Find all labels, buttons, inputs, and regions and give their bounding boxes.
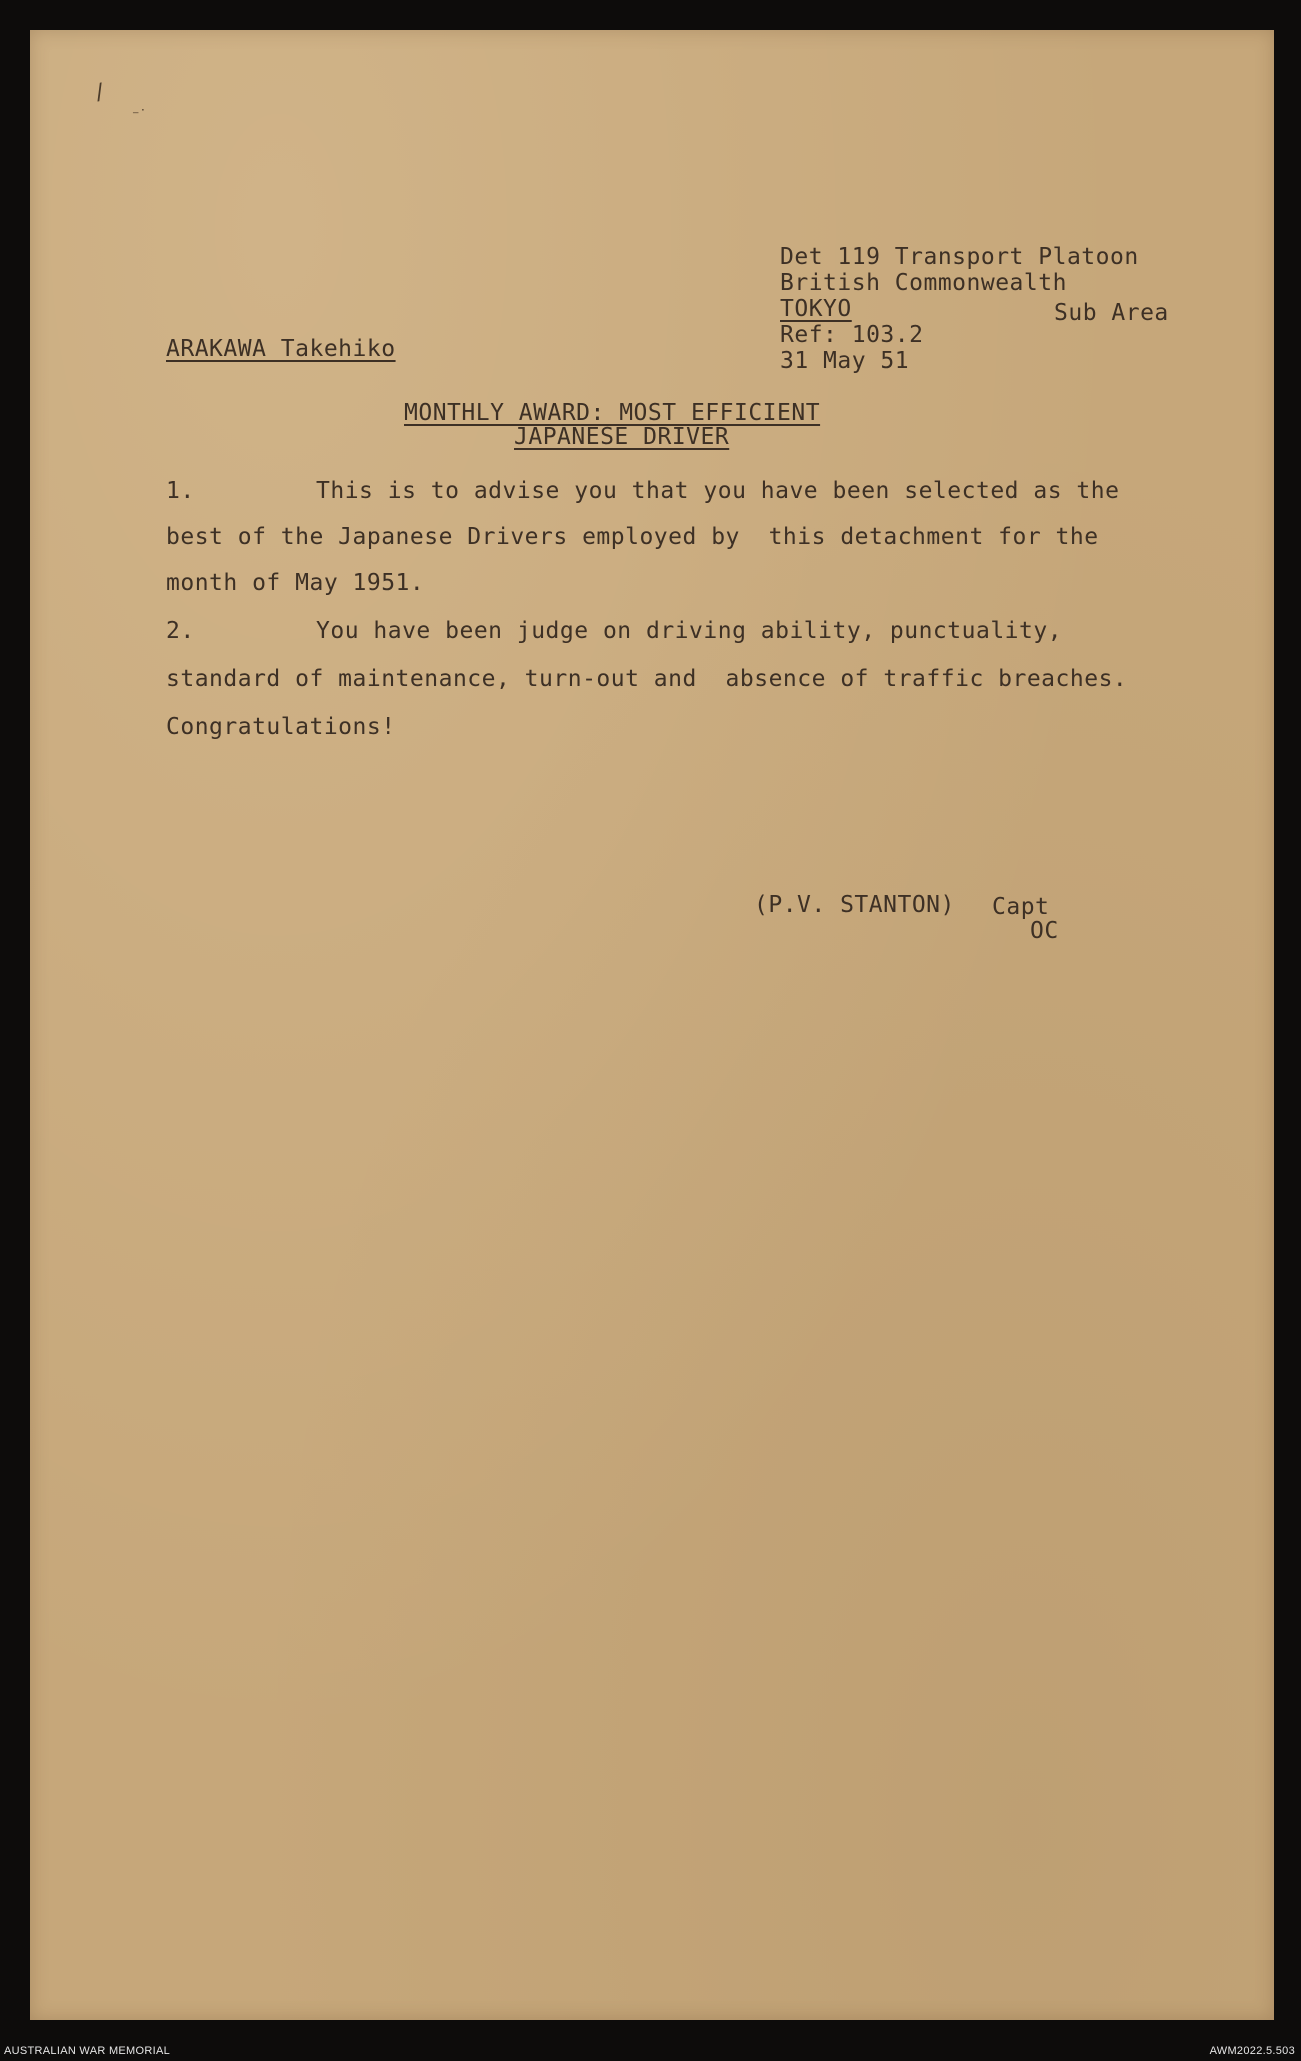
accession-number: AWM2022.5.503: [1209, 2045, 1295, 2057]
sender-sub-area: Sub Area: [1054, 300, 1169, 326]
sender-location: TOKYO: [780, 296, 852, 322]
paragraph-2-line-1: You have been judge on driving ability, punctuality,: [316, 618, 1063, 644]
letter-date: 31 May 51: [780, 348, 910, 374]
subject-line-2: JAPANESE DRIVER: [514, 424, 730, 450]
reference: Ref: 103.2: [780, 322, 924, 348]
archive-credit: AUSTRALIAN WAR MEMORIAL: [4, 2045, 171, 2057]
paragraph-2-line-2: standard of maintenance, turn-out and absence of traffic breaches.: [166, 666, 1128, 692]
recipient-name: ARAKAWA Takehiko: [166, 336, 396, 362]
paragraph-1-line-1: This is to advise you that you have been selected as the: [316, 478, 1120, 504]
paragraph-1-line-2: best of the Japanese Drivers employed by this detachment for the: [166, 524, 1099, 550]
paragraph-2-number: 2.: [166, 618, 195, 644]
paragraph-1-number: 1.: [166, 478, 195, 504]
paragraph-2-line-3: Congratulations!: [166, 714, 396, 740]
signature-rank: Capt: [992, 894, 1050, 920]
letter-paper: [30, 30, 1274, 2020]
paragraph-1-line-3: month of May 1951.: [166, 570, 425, 596]
signature-role: OC: [1030, 918, 1059, 944]
subject-line-1: MONTHLY AWARD: MOST EFFICIENT: [404, 400, 821, 426]
sender-line-1: Det 119 Transport Platoon: [780, 244, 1139, 270]
pencil-mark-dots: ⁻˙: [132, 108, 147, 124]
signature-name: (P.V. STANTON): [754, 892, 955, 918]
pencil-mark: /: [93, 79, 106, 106]
sender-line-2: British Commonwealth: [780, 270, 1067, 296]
